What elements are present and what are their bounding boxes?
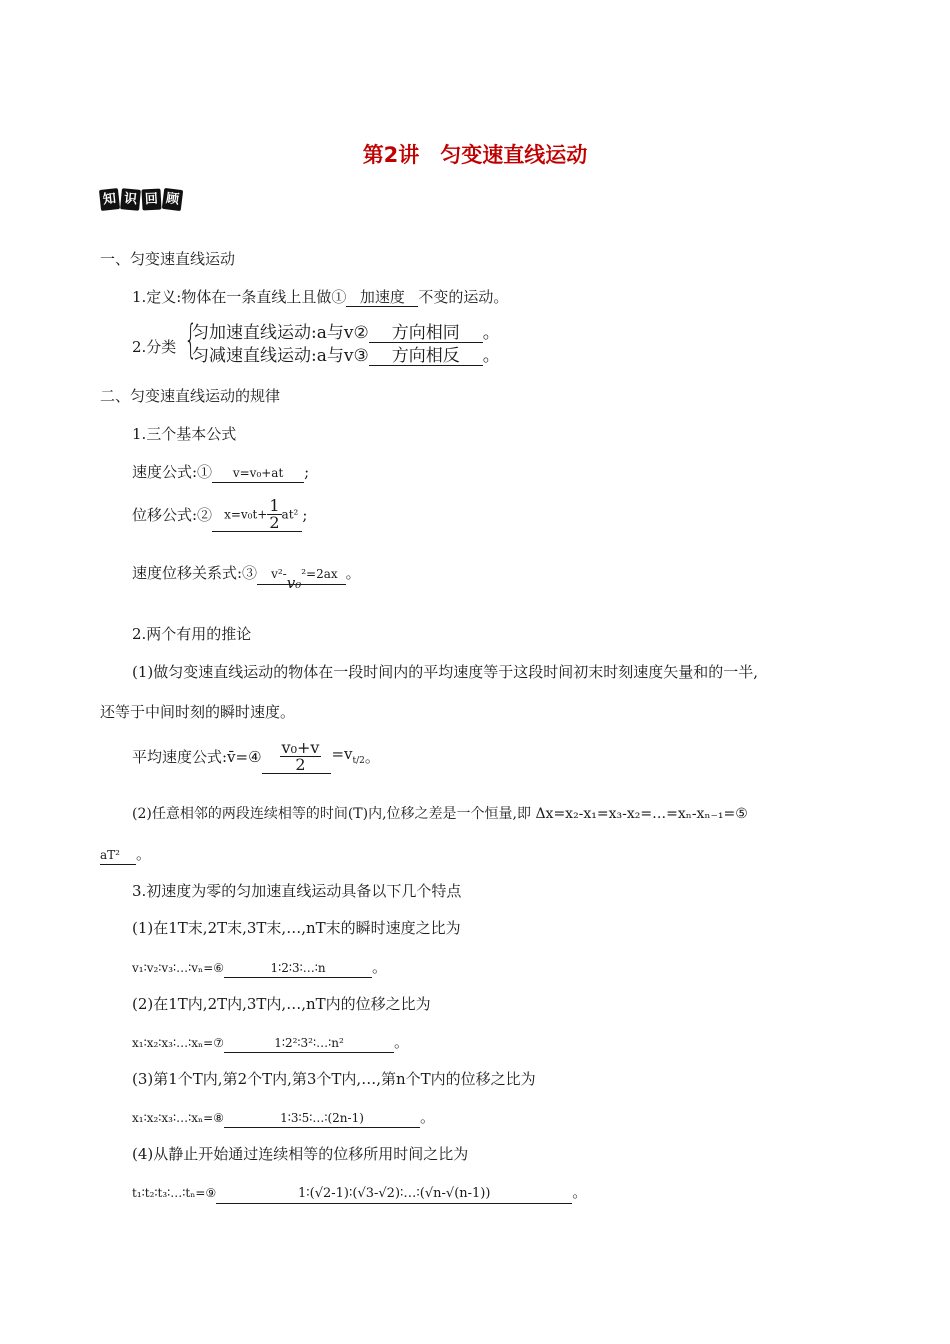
answer-blank-7 (262, 740, 332, 774)
average-velocity-formula: 平均速度公式:v̄=④ $\frac{\text{v₀+v}}{2}$ $=v_{t/2}$。 (132, 738, 380, 774)
fraction-one-half: $\frac{1}{2}$ (269, 496, 280, 532)
corollary2-line2: aT² 。 (100, 845, 152, 863)
answer-blank-2: 方向相同 (369, 324, 483, 343)
velocity-displacement-formula: 速度位移关系式:③ v²-v₀²=2ax 。 (132, 564, 361, 592)
classification-line-1: 匀加速直线运动:a与v② 方向相同 。 (192, 323, 500, 343)
corollary1-line2: 还等于中间时刻的瞬时速度。 (100, 703, 296, 721)
characteristic1-answer-line: v₁∶v₂∶v₃∶…∶vₙ=⑥ 1∶2∶3∶…∶n 。 (132, 958, 388, 976)
displacement-formula: 位移公式:② x=v₀t+ $\frac{1}{2}$ at² ; (132, 496, 308, 532)
fraction-avg-velocity: $\frac{\text{v₀+v}}{2}$ (281, 738, 320, 774)
classification-line-2: 匀减速直线运动:a与v③ 方向相反 。 (192, 346, 500, 366)
page-title: 第2讲 匀变速直线运动 (362, 143, 588, 167)
answer-blank-8: aT² (100, 846, 136, 865)
answer-blank-1: 加速度 (346, 288, 418, 307)
answer-blank-6: v²-v₀²=2ax (257, 563, 346, 585)
badge-char: 回 (141, 189, 161, 211)
answer-blank-3: 方向相反 (369, 347, 483, 366)
definition-line: 1.定义:物体在一条直线上且做① 加速度 不变的运动。 (132, 288, 509, 306)
corollary2-line1: (2)任意相邻的两段连续相等的时间(T)内,位移之差是一个恒量,即 Δx=x₂-x₁=x₃-x₂=…=xₙ-xₙ₋₁=⑤ (132, 806, 748, 822)
knowledge-review-badge (100, 188, 188, 212)
answer-blank-11: 1∶3∶5∶…∶(2n-1) (224, 1109, 420, 1128)
classification-label: 2.分类 (132, 338, 177, 356)
characteristic3-answer-line: x₁∶x₂∶x₃∶…∶xₙ=⑧ 1∶3∶5∶…∶(2n-1) 。 (132, 1108, 436, 1126)
badge-char: 知 (99, 188, 120, 211)
characteristic4-answer-line: t₁∶t₂∶t₃∶…∶tₙ=⑨ 1∶(√2-1)∶(√3-√2)∶…∶(√n-√(n-1)) 。 (132, 1182, 587, 1204)
left-brace: { (184, 317, 198, 363)
answer-blank-12: 1∶(√2-1)∶(√3-√2)∶…∶(√n-√(n-1)) (216, 1185, 572, 1204)
characteristic2-question: (2)在1T内,2T内,3T内,…,nT内的位移之比为 (132, 995, 431, 1013)
characteristic2-answer-line: x₁∶x₂∶x₃∶…∶xₙ=⑦ 1∶2²∶3²∶…∶n² 。 (132, 1033, 410, 1051)
characteristic1-question: (1)在1T末,2T末,3T末,…,nT末的瞬时速度之比为 (132, 919, 461, 937)
badge-char: 顾 (162, 188, 183, 211)
velocity-formula: 速度公式:① v=v₀+at ; (132, 463, 310, 481)
section1-heading: 一、匀变速直线运动 (100, 250, 236, 268)
characteristic4-question: (4)从静止开始通过连续相等的位移所用时间之比为 (132, 1145, 469, 1163)
subheading-three-formulas: 1.三个基本公式 (132, 425, 237, 443)
answer-blank-4: v=v₀+at (212, 464, 304, 483)
subheading-characteristics: 3.初速度为零的匀加速直线运动具备以下几个特点 (132, 882, 462, 900)
answer-blank-9: 1∶2∶3∶…∶n (224, 959, 372, 978)
answer-blank-5: x=v₀t+ $\frac{1}{2}$ at² (212, 498, 302, 532)
corollary1-line1: (1)做匀变速直线运动的物体在一段时间内的平均速度等于这段时间初末时刻速度矢量和的一半, (132, 663, 759, 681)
answer-blank-10: 1∶2²∶3²∶…∶n² (224, 1034, 394, 1053)
subheading-two-corollaries: 2.两个有用的推论 (132, 625, 252, 643)
section2-heading: 二、匀变速直线运动的规律 (100, 387, 281, 405)
characteristic3-question: (3)第1个T内,第2个T内,第3个T内,…,第n个T内的位移之比为 (132, 1070, 536, 1088)
badge-char: 识 (120, 188, 141, 211)
